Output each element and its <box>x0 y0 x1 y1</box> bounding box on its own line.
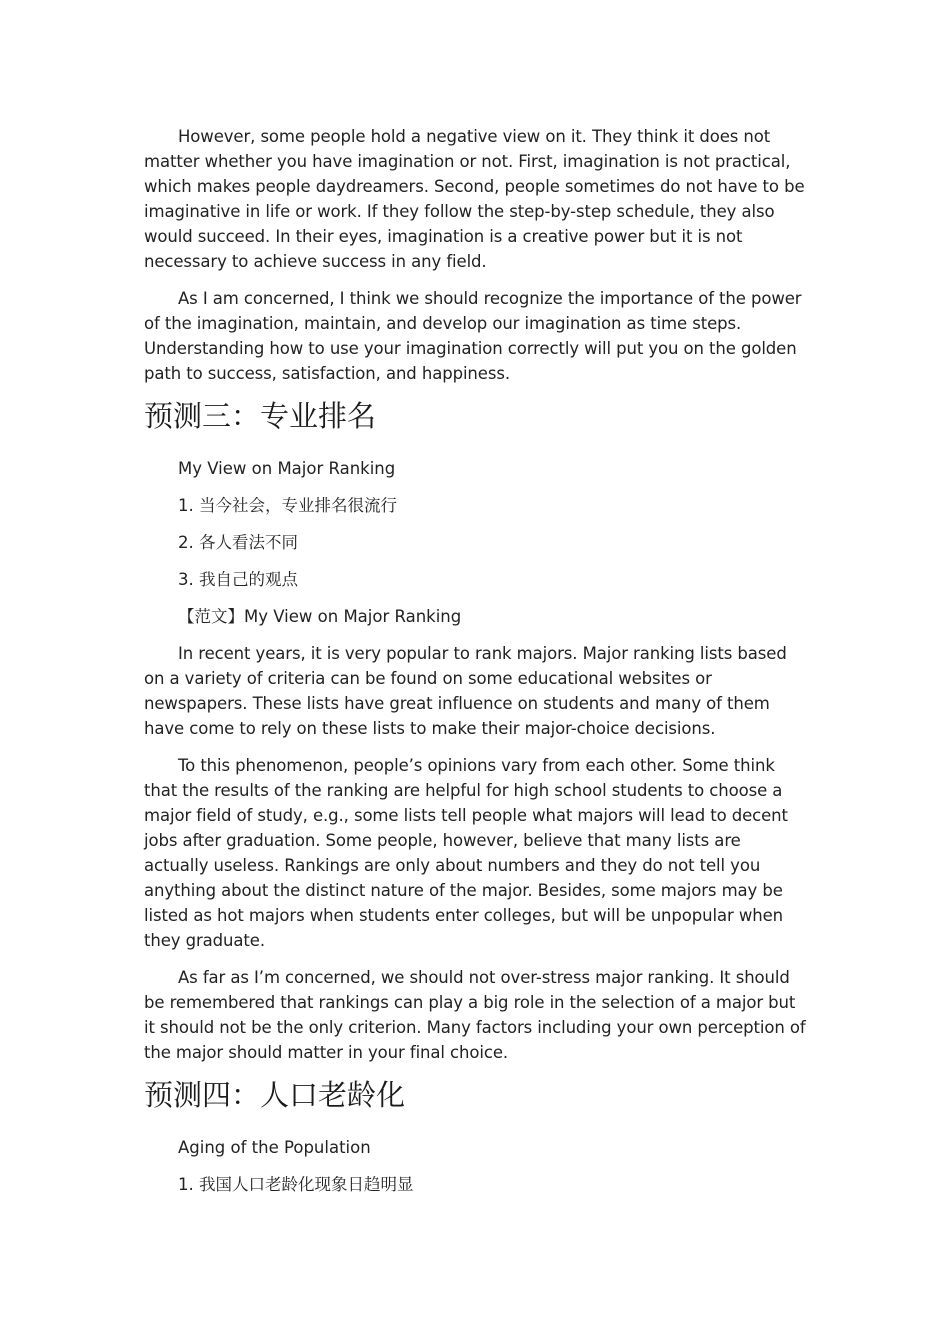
prompt-point-aging-1: 1. 我国人口老龄化现象日趋明显 <box>178 1175 414 1194</box>
sample-essay-title: 【范文】My View on Major Ranking <box>178 607 462 626</box>
prompt-point-3: 3. 我自己的观点 <box>178 570 298 589</box>
heading-prediction-three: 预测三：专业排名 <box>144 399 377 433</box>
paragraph-ranking-popular: In recent years, it is very popular to rank majors. Major ranking lists based on a variety of criteria can be found on some educational websites or newspapers. These lists have great influence on students and many of them have come to rely on these lists to make their major-choice decisions. <box>144 644 787 738</box>
prompt-title-major-ranking: My View on Major Ranking <box>178 459 396 478</box>
paragraph-negative-view: However, some people hold a negative view on it. They think it does not matter whether you have imagination or not. First, imagination is not practical, which makes people daydreamers. Second, people sometimes do not have to be imaginative in life or work. If they follow the step-by-step schedule, they also would succeed. In their eyes, imagination is a creative power but it is not necessary to achieve success in any field. <box>144 127 805 271</box>
paragraph-ranking-conclusion: As far as I’m concerned, we should not over-stress major ranking. It should be remembered that rankings can play a big role in the selection of a major but it should not be the only criterion. Many factors including your own perception of the major should matter in your final choice. <box>144 968 806 1062</box>
prompt-point-1: 1. 当今社会，专业排名很流行 <box>178 496 397 515</box>
paragraph-conclusion-imagination: As I am concerned, I think we should recognize the importance of the power of the imagination, maintain, and develop our imagination as time steps. Understanding how to use your imagination correctly will put you on the golden path to success, satisfaction, and happiness. <box>144 289 802 383</box>
paragraph-opinions-vary: To this phenomenon, people’s opinions vary from each other. Some think that the results of the ranking are helpful for high school students to choose a major field of study, e.g., some lists tell people what majors will lead to decent jobs after graduation. Some people, however, believe that many lists are actually useless. Rankings are only about numbers and they do not tell you anything about the distinct nature of the major. Besides, some majors may be listed as hot majors when students enter colleges, but will be unpopular when they graduate. <box>144 756 788 950</box>
heading-prediction-four: 预测四：人口老龄化 <box>144 1078 406 1112</box>
prompt-title-aging: Aging of the Population <box>178 1138 371 1157</box>
document-page <box>144 124 809 1209</box>
prompt-point-2: 2. 各人看法不同 <box>178 533 298 552</box>
